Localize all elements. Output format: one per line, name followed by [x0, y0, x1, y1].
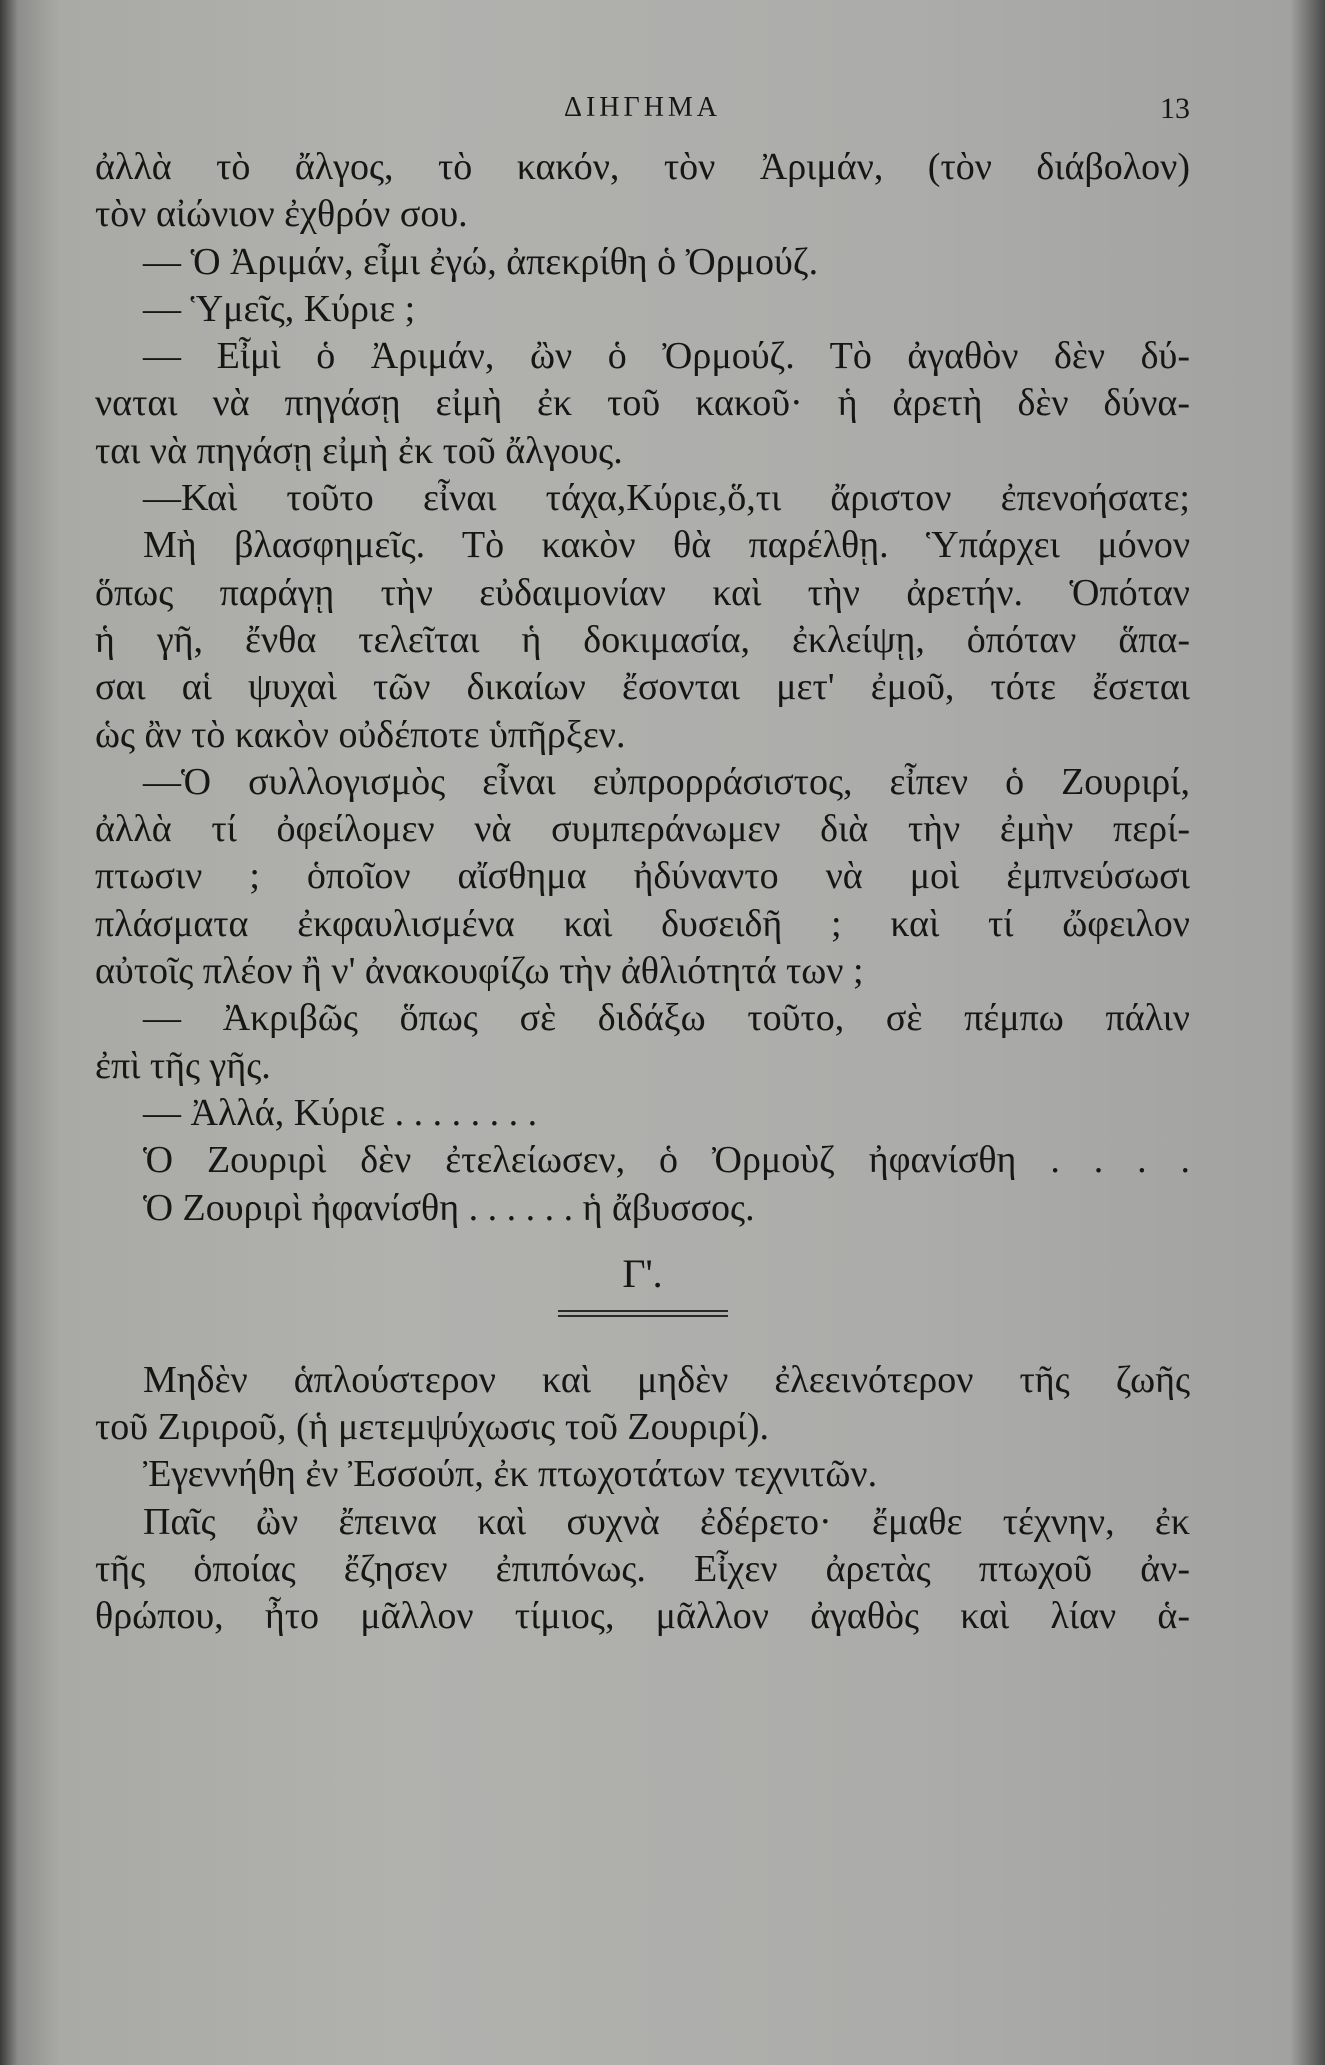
text-line: ἡ γῆ, ἔνθα τελεῖται ἡ δοκιμασία, ἐκλείψῃ, ὁπόταν ἅπα-: [95, 618, 1190, 661]
text-line: ται νὰ πηγάσῃ εἰμὴ ἐκ τοῦ ἄλγους.: [95, 429, 623, 472]
text-line: —Ὁ συλλογισμὸς εἶναι εὐπρορράσιστος, εἶπεν ὁ Ζουριρί,: [143, 760, 1190, 803]
text-line: — Εἶμὶ ὁ Ἀριμάν, ὢν ὁ Ὀρμούζ. Τὸ ἀγαθὸν δὲν δύ-: [143, 335, 1190, 378]
text-line: ἀλλὰ τί ὀφείλομεν νὰ συμπεράνωμεν διὰ τὴν ἐμὴν περί-: [95, 808, 1190, 851]
running-header: [95, 80, 1190, 144]
text-line: ἀλλὰ τὸ ἄλγος, τὸ κακόν, τὸν Ἀριμάν, (τὸν διάβολον): [95, 146, 1190, 188]
section-heading: Γ'.: [622, 1250, 663, 1296]
running-title: ΔΙΗΓΗΜΑ: [563, 92, 722, 123]
text-line: τῆς ὁποίας ἔζησεν ἐπιπόνως. Εἶχεν ἀρετὰς πτωχοῦ ἀν-: [95, 1548, 1190, 1591]
text-line: αὐτοῖς πλέον ἢ ν' ἀνακουφίζω τὴν ἀθλιότητά των ;: [95, 950, 864, 993]
text-line: πλάσματα ἐκφαυλισμένα καὶ δυσειδῆ ; καὶ τί ὤφειλον: [95, 902, 1190, 945]
section-rule: [558, 1310, 728, 1317]
text-line: — Ἀκριβῶς ὅπως σὲ διδάξω τοῦτο, σὲ πέμπω πάλιν: [143, 997, 1190, 1040]
book-page: [95, 80, 1190, 1641]
text-line: Ὁ Ζουριρὶ δὲν ἐτελείωσεν, ὁ Ὀρμοὺζ ἠφανίσθη . . . .: [143, 1139, 1190, 1182]
text-line: Μὴ βλασφημεῖς. Τὸ κακὸν θὰ παρέλθῃ. Ὑπάρχει μόνον: [143, 524, 1190, 567]
text-line: πτωσιν ; ὁποῖον αἴσθημα ἠδύναντο νὰ μοὶ ἐμπνεύσωσι: [95, 855, 1190, 898]
text-line: ὅπως παράγῃ τὴν εὐδαιμονίαν καὶ τὴν ἀρετήν. Ὁπόταν: [95, 571, 1190, 614]
body-text-section: [95, 1357, 1190, 1641]
text-line: —Καὶ τοῦτο εἶναι τάχα,Κύριε,ὅ,τι ἄριστον ἐπενοήσατε;: [143, 477, 1190, 520]
text-line: — Ὑμεῖς, Κύριε ;: [143, 287, 416, 330]
text-line: τὸν αἰώνιον ἐχθρόν σου.: [95, 193, 468, 236]
text-line: ὡς ἂν τὸ κακὸν οὐδέποτε ὑπῆρξεν.: [95, 713, 626, 756]
text-line: τοῦ Ζιριροῦ, (ἡ μετεμψύχωσις τοῦ Ζουριρί).: [95, 1406, 769, 1449]
text-line: Παῖς ὢν ἔπεινα καὶ συχνὰ ἐδέρετο· ἔμαθε τέχνην, ἐκ: [143, 1500, 1190, 1543]
body-text: [95, 144, 1190, 1232]
text-line: — Ὁ Ἀριμάν, εἶμι ἐγώ, ἀπεκρίθη ὁ Ὀρμούζ.: [143, 240, 819, 283]
text-line: θρώπου, ἦτο μᾶλλον τίμιος, μᾶλλον ἀγαθὸς καὶ λίαν ἁ-: [95, 1595, 1190, 1638]
text-line: Ὁ Ζουριρὶ ἠφανίσθη . . . . . . ἡ ἄβυσσος.: [143, 1186, 755, 1229]
text-line: Ἐγεννήθη ἐν Ἐσσούπ, ἐκ πτωχοτάτων τεχνιτῶν.: [143, 1453, 878, 1496]
section-spacer: [95, 1317, 1190, 1357]
text-line: Μηδὲν ἁπλούστερον καὶ μηδὲν ἐλεεινότερον τῆς ζωῆς: [143, 1358, 1190, 1401]
text-line: ἐπὶ τῆς γῆς.: [95, 1044, 271, 1087]
page-number: 13: [1160, 92, 1190, 125]
text-line: — Ἀλλά, Κύριε . . . . . . . .: [143, 1091, 538, 1134]
text-line: ναται νὰ πηγάσῃ εἰμὴ ἐκ τοῦ κακοῦ· ἡ ἀρετὴ δὲν δύνα-: [95, 382, 1190, 425]
text-line: σαι αἱ ψυχαὶ τῶν δικαίων ἔσονται μετ' ἐμοῦ, τότε ἔσεται: [95, 666, 1190, 709]
